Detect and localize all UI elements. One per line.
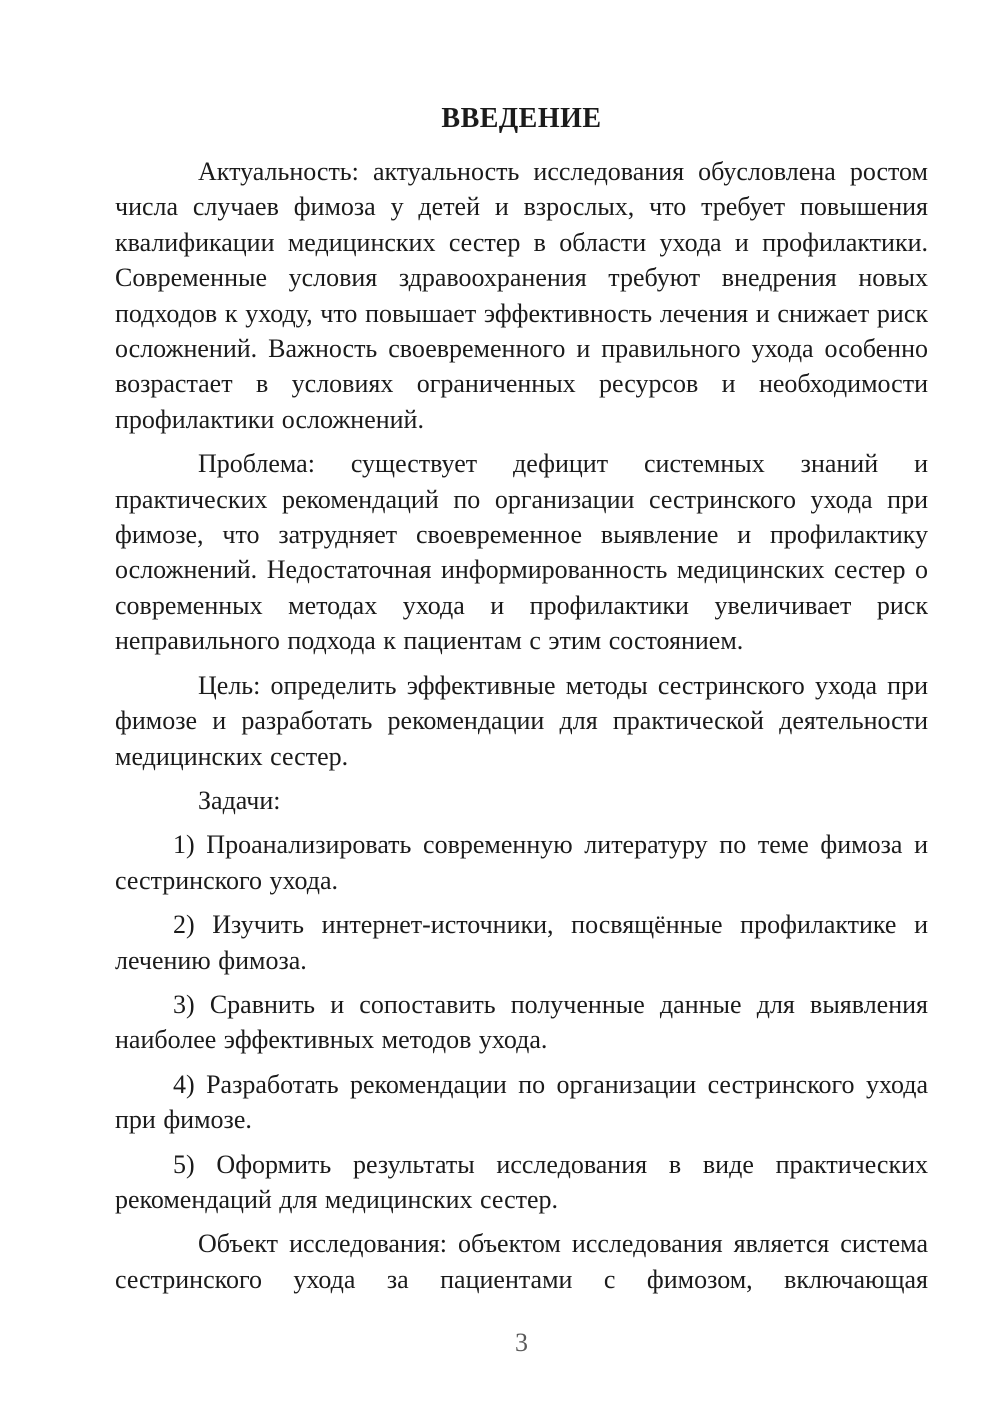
paragraph-problem: Проблема: существует дефицит системных знаний и практических рекомендаций по организации сестринского ухода при фимозе, что затрудняет своевременное выявление и профилактику осложнений. Недостаточная информированность медицинских сестер о современных методах ухода и профилактики увеличивает риск неправильного подхода к пациентам с этим состоянием. bbox=[115, 449, 928, 656]
paragraph-tasks-heading: Задачи: bbox=[198, 785, 281, 815]
paragraph-research-object: Объект исследования: объектом исследования является система сестринского ухода за пациентами с фимозом, включающая bbox=[115, 1229, 928, 1294]
task-item-1: 1) Проанализировать современную литературу по теме фимоза и сестринского ухода. bbox=[115, 830, 928, 895]
paragraph-goal: Цель: определить эффективные методы сестринского ухода при фимозе и разработать рекомендации для практической деятельности медицинских сестер. bbox=[115, 670, 928, 771]
task-item-3: 3) Сравнить и сопоставить полученные данные для выявления наиболее эффективных методов ухода. bbox=[115, 989, 928, 1055]
page-title: ВВЕДЕНИЕ bbox=[441, 103, 602, 134]
paragraph-actuality: Актуальность: актуальность исследования обусловлена ростом числа случаев фимоза у детей и взрослых, что требует повышения квалификации медицинских сестер в области ухода и профилактики. Современные условия здравоохранения требуют внедрения новых подходов к уходу, что повышает эффективность лечения и снижает риск осложнений. Важность своевременного и правильного ухода особенно возрастает в условиях ограниченных ресурсов и необходимости профилактики осложнений. bbox=[115, 157, 928, 434]
task-item-2: 2) Изучить интернет-источники, посвящённые профилактике и лечению фимоза. bbox=[115, 910, 928, 975]
task-item-5: 5) Оформить результаты исследования в виде практических рекомендаций для медицинских сестер. bbox=[115, 1149, 928, 1214]
document-content bbox=[115, 101, 928, 1306]
page-number: 3 bbox=[515, 1328, 528, 1357]
task-item-4: 4) Разработать рекомендации по организации сестринского ухода при фимозе. bbox=[115, 1069, 928, 1135]
